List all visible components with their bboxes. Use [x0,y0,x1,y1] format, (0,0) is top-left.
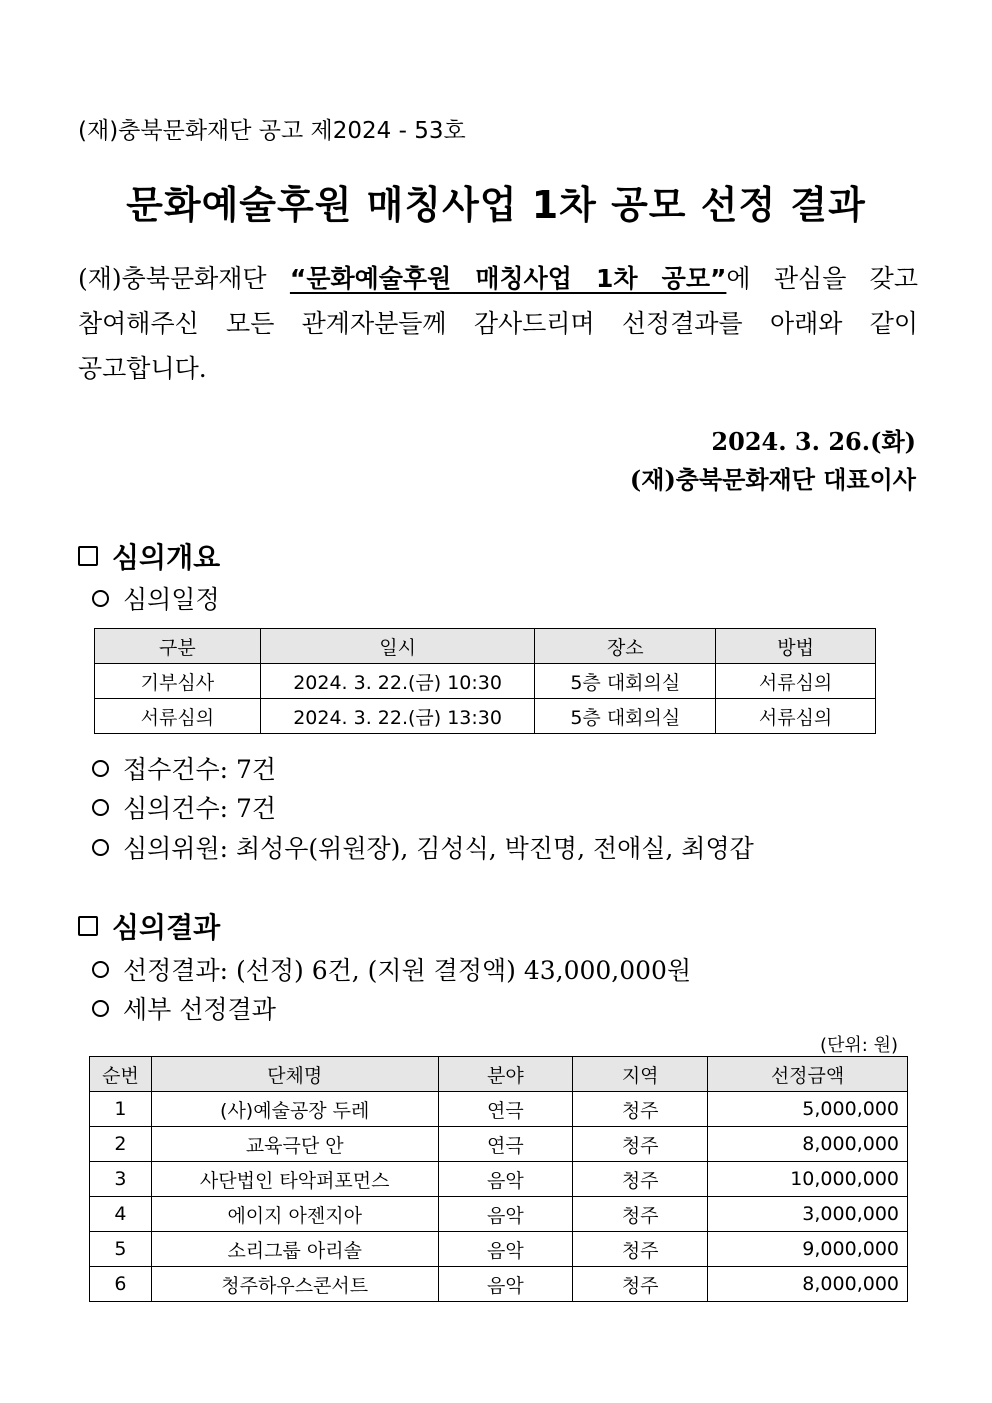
table-cell: 음악 [438,1162,573,1197]
table-cell: 5층 대회의실 [535,699,716,734]
header-cell: 방법 [716,629,876,664]
table-cell: 5 [90,1232,152,1267]
table-cell: 3 [90,1162,152,1197]
header-cell: 지역 [573,1057,708,1092]
checkbox-square-icon [78,916,98,936]
intro-line-1 [78,256,918,301]
table-row [90,1267,908,1302]
table-cell: 교육극단 안 [151,1127,438,1162]
table-row [90,1197,908,1232]
schedule-table [94,628,876,734]
table-cell: 청주 [573,1127,708,1162]
header-cell: 선정금액 [708,1057,908,1092]
table-cell: 음악 [438,1267,573,1302]
announcement-date: 2024. 3. 26.(화) [711,427,916,456]
table-cell: 음악 [438,1197,573,1232]
circle-bullet-icon [92,1000,109,1017]
section-heading-results [78,906,220,946]
section-heading-label: 심의개요 [112,541,221,574]
reviewed-count-item [92,789,276,825]
checkbox-square-icon [78,546,98,566]
table-row [90,1232,908,1267]
detail-results-item [92,990,276,1026]
table-cell: 청주 [573,1267,708,1302]
table-cell: 8,000,000 [708,1267,908,1302]
schedule-label: 심의일정 [123,585,220,614]
table-cell: 3,000,000 [708,1197,908,1232]
committee-item [92,829,754,865]
notice-number: (재)충북문화재단 공고 제2024 - 53호 [78,118,466,144]
table-cell: 5층 대회의실 [535,664,716,699]
section-heading-overview [78,536,220,576]
header-cell: 단체명 [151,1057,438,1092]
intro-suffix: 에 관심을 갖고 [726,264,918,293]
unit-label: (단위: 원) [820,1035,898,1056]
table-row [90,1127,908,1162]
page-title: 문화예술후원 매칭사업 1차 공모 선정 결과 [126,183,866,227]
intro-line-2: 참여해주신 모든 관계자분들께 감사드리며 선정결과를 아래와 같이 [78,309,918,338]
table-cell: 청주 [573,1197,708,1232]
table-cell: 2 [90,1127,152,1162]
table-cell: 10,000,000 [708,1162,908,1197]
table-cell: 에이지 아젠지아 [151,1197,438,1232]
intro-line-3: 공고합니다. [78,354,207,383]
table-cell: 서류심의 [716,699,876,734]
intro-prefix: (재)충북문화재단 [78,264,290,293]
received-count: 접수건수: 7건 [123,755,277,784]
circle-bullet-icon [92,961,109,978]
table-cell: 소리그룹 아리솔 [151,1232,438,1267]
table-cell: 6 [90,1267,152,1302]
committee-members: 심의위원: 최성우(위원장), 김성식, 박진명, 전애실, 최영갑 [123,834,754,863]
table-cell: 5,000,000 [708,1092,908,1127]
table-cell: 4 [90,1197,152,1232]
table-cell: 사단법인 타악퍼포먼스 [151,1162,438,1197]
schedule-item [92,580,220,616]
header-cell: 구분 [95,629,261,664]
table-row [90,1162,908,1197]
table-row [95,699,876,734]
table-cell: 2024. 3. 22.(금) 10:30 [260,664,535,699]
table-cell: 청주하우스콘서트 [151,1267,438,1302]
circle-bullet-icon [92,799,109,816]
header-cell: 순번 [90,1057,152,1092]
table-cell: 기부심사 [95,664,261,699]
table-cell: 서류심의 [716,664,876,699]
table-cell: 음악 [438,1232,573,1267]
table-cell: 연극 [438,1092,573,1127]
header-cell: 일시 [260,629,535,664]
table-cell: 서류심의 [95,699,261,734]
received-count-item [92,750,276,786]
table-cell: 8,000,000 [708,1127,908,1162]
program-name: “문화예술후원 매칭사업 1차 공모” [289,264,727,293]
table-cell: 청주 [573,1092,708,1127]
header-cell: 분야 [438,1057,573,1092]
results-summary: 선정결과: (선정) 6건, (지원 결정액) 43,000,000원 [123,956,692,985]
table-cell: (사)예술공장 두레 [151,1092,438,1127]
results-summary-item [92,951,691,987]
table-cell: 청주 [573,1162,708,1197]
intro-paragraph [78,256,918,391]
table-header-row [90,1057,908,1092]
header-cell: 장소 [535,629,716,664]
table-cell: 2024. 3. 22.(금) 13:30 [260,699,535,734]
table-cell: 9,000,000 [708,1232,908,1267]
table-header-row [95,629,876,664]
table-cell: 1 [90,1092,152,1127]
table-row [95,664,876,699]
circle-bullet-icon [92,590,109,607]
circle-bullet-icon [92,839,109,856]
detail-results-label: 세부 선정결과 [123,995,276,1024]
table-row [90,1092,908,1127]
table-cell: 연극 [438,1127,573,1162]
results-table [89,1056,908,1302]
circle-bullet-icon [92,760,109,777]
table-cell: 청주 [573,1232,708,1267]
issuer: (재)충북문화재단 대표이사 [629,465,916,494]
reviewed-count: 심의건수: 7건 [123,794,277,823]
section-heading-label: 심의결과 [112,911,221,944]
